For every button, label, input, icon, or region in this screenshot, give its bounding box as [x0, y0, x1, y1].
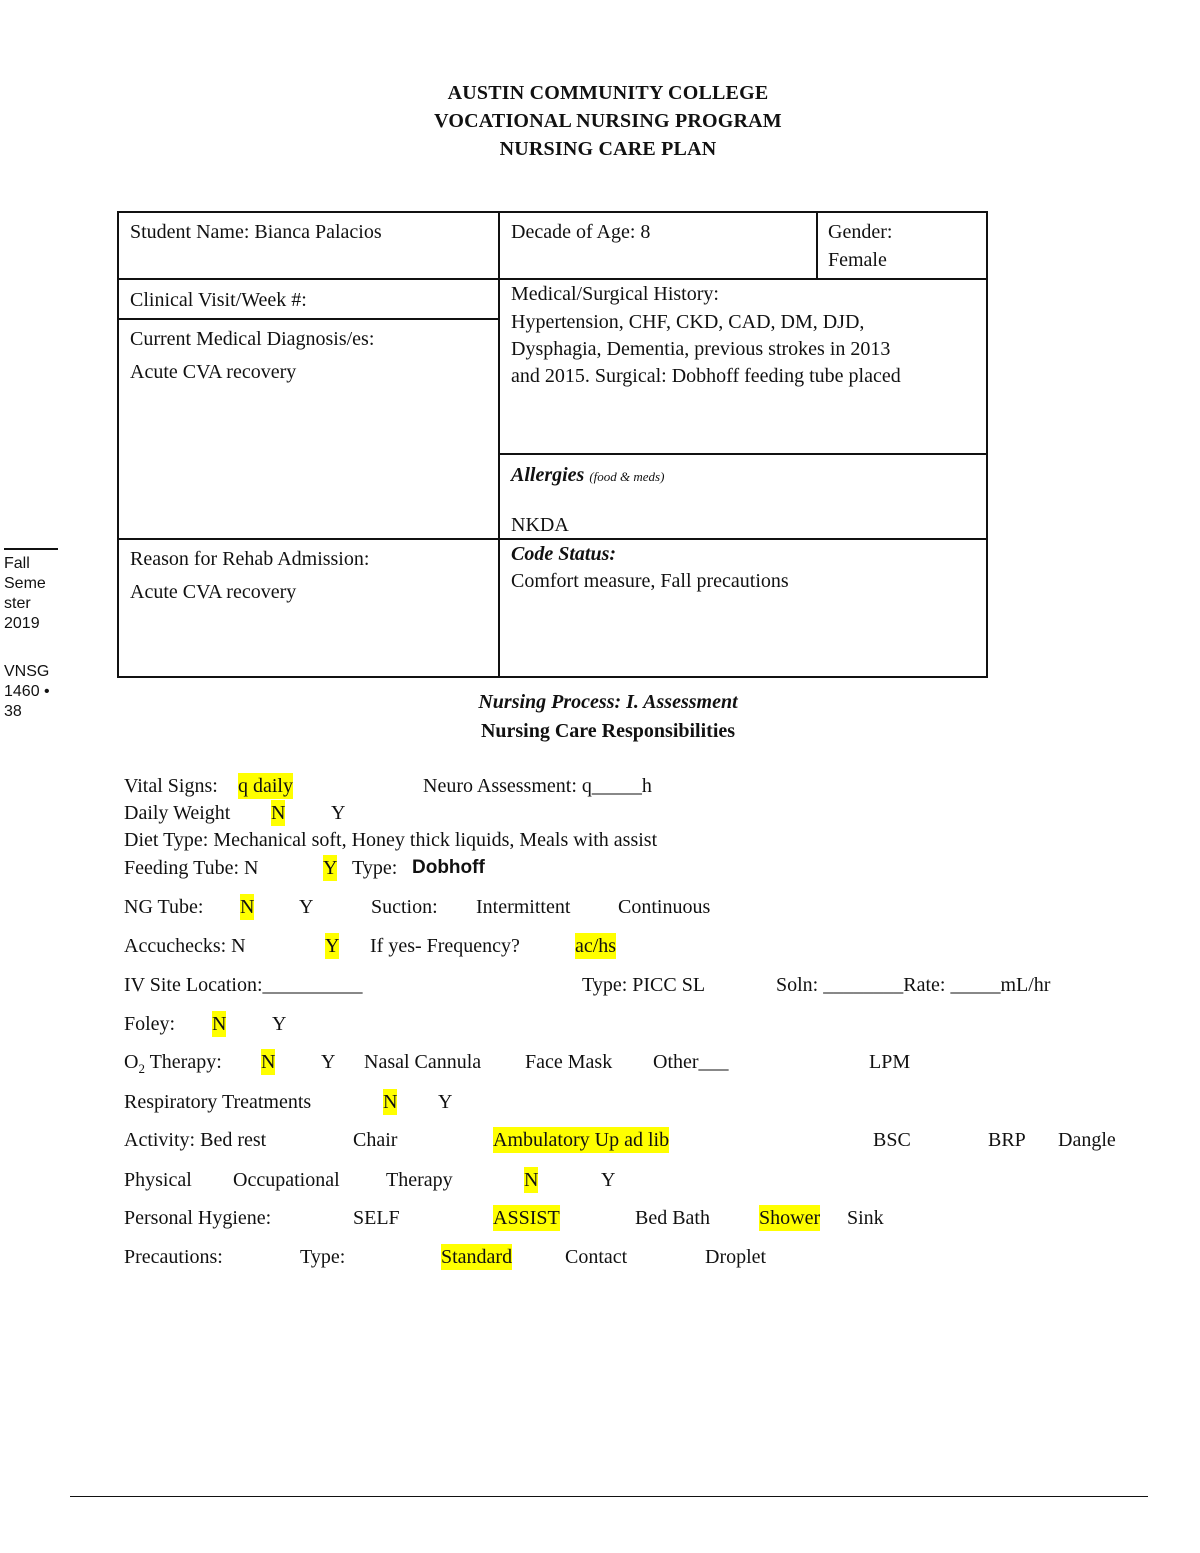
history-line: Hypertension, CHF, CKD, CAD, DM, DJD, — [511, 311, 865, 333]
o2-nasal-cannula: Nasal Cannula — [364, 1051, 482, 1073]
precautions-label: Precautions: — [124, 1246, 223, 1268]
code-status-value: Comfort measure, Fall precautions — [511, 570, 789, 592]
foley-y: Y — [272, 1013, 287, 1035]
rehab-value: Acute CVA recovery — [130, 581, 297, 603]
rehab-label: Reason for Rehab Admission: — [130, 548, 370, 570]
accu-y: Y — [325, 935, 340, 957]
precautions-type: Type: — [300, 1246, 346, 1268]
pt-physical: Physical — [124, 1169, 192, 1191]
activity-brp: BRP — [988, 1129, 1026, 1151]
history-line: and 2015. Surgical: Dobhoff feeding tube placed — [511, 365, 901, 387]
resp-n: N — [383, 1091, 398, 1113]
gender-label: Gender: — [828, 221, 893, 243]
gender-value: Female — [828, 249, 887, 271]
feeding-y: Y — [323, 857, 338, 879]
weight-n: N — [271, 802, 286, 824]
allergies-note: (food & meds) — [589, 469, 665, 484]
pt-n: N — [524, 1169, 539, 1191]
accu-frequency-value: ac/hs — [575, 935, 617, 957]
document-title: NURSING CARE PLAN — [499, 138, 717, 160]
weight-label: Daily Weight — [124, 802, 231, 824]
code-status-label: Code Status: — [511, 543, 617, 565]
precautions-standard: Standard — [441, 1246, 513, 1268]
accu-label: Accuchecks: N — [124, 935, 246, 957]
vitals-label: Vital Signs: — [124, 775, 218, 797]
neuro-assessment: Neuro Assessment: q_____h — [423, 775, 652, 797]
sidebar-course: VNSG 1460 • 38 — [4, 663, 50, 720]
ng-n: N — [240, 896, 255, 918]
college-name: AUSTIN COMMUNITY COLLEGE — [447, 82, 769, 104]
accu-frequency: If yes- Frequency? — [370, 935, 520, 957]
hygiene-assist: ASSIST — [493, 1207, 560, 1229]
activity-ambulatory: Ambulatory Up ad lib — [493, 1129, 670, 1151]
section-subtitle: Nursing Care Responsibilities — [480, 720, 736, 742]
precautions-contact: Contact — [565, 1246, 628, 1268]
allergies-value: NKDA — [511, 514, 569, 536]
decade-of-age: Decade of Age: 8 — [511, 221, 651, 243]
hygiene-label: Personal Hygiene: — [124, 1207, 272, 1229]
feeding-type-label: Type: — [352, 857, 398, 879]
activity-bsc: BSC — [873, 1129, 911, 1151]
allergies-heading — [511, 462, 664, 490]
iv-type: Type: PICC SL — [582, 974, 706, 996]
sidebar-divider — [4, 548, 58, 550]
history-line: Dysphagia, Dementia, previous strokes in 2013 — [511, 338, 891, 360]
footer-rule — [70, 1496, 1148, 1497]
activity-chair: Chair — [353, 1129, 398, 1151]
hygiene-bed-bath: Bed Bath — [635, 1207, 710, 1229]
suction-intermittent: Intermittent — [476, 896, 571, 918]
iv-soln: Soln: ________Rate: _____mL/hr — [776, 974, 1051, 996]
o2-label: $O_2$ Therapy: — [124, 1051, 222, 1076]
pt-therapy: Therapy — [386, 1169, 453, 1191]
weight-y: Y — [331, 802, 346, 824]
hygiene-shower: Shower — [759, 1207, 821, 1229]
hygiene-self: SELF — [353, 1207, 400, 1229]
diet-type: Diet Type: Mechanical soft, Honey thick liquids, Meals with assist — [124, 829, 658, 851]
foley-n: N — [212, 1013, 227, 1035]
precautions-droplet: Droplet — [705, 1246, 767, 1268]
activity-dangle: Dangle — [1058, 1129, 1116, 1151]
o2-y: Y — [321, 1051, 336, 1073]
foley-label: Foley: — [124, 1013, 176, 1035]
feeding-label: Feeding Tube: N — [124, 857, 259, 879]
suction-label: Suction: — [371, 896, 438, 918]
ng-label: NG Tube: — [124, 896, 204, 918]
student-name: Student Name: Bianca Palacios — [130, 221, 382, 243]
resp-label: Respiratory Treatments — [124, 1091, 312, 1113]
o2-face-mask: Face Mask — [525, 1051, 613, 1073]
o2-other: Other___ — [653, 1051, 729, 1073]
iv-site: IV Site Location:__________ — [124, 974, 363, 996]
allergies-label: Allergies — [511, 464, 585, 486]
o2-lpm: LPM — [869, 1051, 911, 1073]
activity-label: Activity: Bed rest — [124, 1129, 267, 1151]
sidebar-term: Fall Seme ster 2019 — [4, 555, 46, 632]
history-label: Medical/Surgical History: — [511, 283, 719, 305]
hygiene-sink: Sink — [847, 1207, 884, 1229]
section-title: Nursing Process: I. Assessment — [478, 691, 738, 713]
resp-y: Y — [438, 1091, 453, 1113]
suction-continuous: Continuous — [618, 896, 711, 918]
diagnosis-value: Acute CVA recovery — [130, 361, 297, 383]
vitals-value: q daily — [238, 775, 293, 797]
o2-n: N — [261, 1051, 276, 1073]
pt-y: Y — [601, 1169, 616, 1191]
feeding-type-value: Dobhoff — [412, 857, 485, 878]
clinical-visit: Clinical Visit/Week #: — [130, 289, 307, 311]
ng-y: Y — [299, 896, 314, 918]
diagnosis-label: Current Medical Diagnosis/es: — [130, 328, 375, 350]
program-name: VOCATIONAL NURSING PROGRAM — [434, 110, 782, 132]
pt-occupational: Occupational — [233, 1169, 340, 1191]
